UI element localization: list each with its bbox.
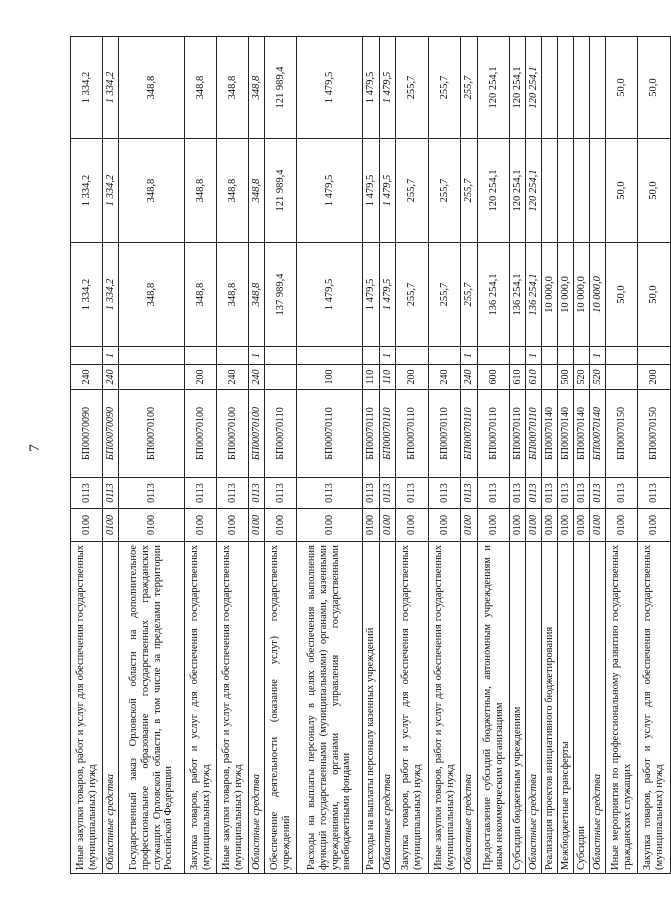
section-code: 0113 bbox=[461, 478, 478, 509]
amount-3: 348,8 bbox=[119, 37, 185, 139]
grbs-code: 0100 bbox=[590, 509, 606, 542]
rotated-page-content bbox=[70, 37, 665, 874]
amount-3: 348,8 bbox=[249, 37, 265, 139]
amount-2: 348,8 bbox=[249, 139, 265, 243]
grbs-code: 0100 bbox=[249, 509, 265, 542]
section-code: 0113 bbox=[185, 478, 217, 509]
amount-1: 10 000,0 bbox=[590, 243, 606, 347]
section-code: 0113 bbox=[396, 478, 429, 509]
amount-3: 255,7 bbox=[461, 37, 478, 139]
target-article-code: БП00070100 bbox=[217, 390, 249, 478]
amount-3: 348,8 bbox=[185, 37, 217, 139]
amount-1: 1 479,5 bbox=[380, 243, 396, 347]
section-code: 0113 bbox=[478, 478, 510, 509]
table-body bbox=[71, 37, 671, 874]
expense-type-code: 100 bbox=[297, 365, 363, 390]
section-code: 0113 bbox=[590, 478, 606, 509]
target-article-code: БП00070110 bbox=[510, 390, 526, 478]
row-name: Областные средства bbox=[461, 542, 478, 874]
funding-mark bbox=[606, 347, 638, 365]
expense-type-code bbox=[119, 365, 185, 390]
table-row bbox=[542, 37, 558, 874]
page-number: 7 bbox=[27, 444, 43, 452]
target-article-code: БП00070110 bbox=[396, 390, 429, 478]
amount-3: 1 334,2 bbox=[103, 37, 119, 139]
expense-type-code: 240 bbox=[429, 365, 461, 390]
expense-type-code: 240 bbox=[103, 365, 119, 390]
amount-1: 255,7 bbox=[429, 243, 461, 347]
table-row bbox=[265, 37, 297, 874]
funding-mark bbox=[265, 347, 297, 365]
target-article-code: БП00070140 bbox=[590, 390, 606, 478]
table-row bbox=[461, 37, 478, 874]
target-article-code: БП00070140 bbox=[542, 390, 558, 478]
amount-1: 136 254,1 bbox=[526, 243, 542, 347]
table-row bbox=[396, 37, 429, 874]
amount-2: 120 254,1 bbox=[510, 139, 526, 243]
amount-3: 255,7 bbox=[429, 37, 461, 139]
expense-type-code bbox=[606, 365, 638, 390]
amount-1: 1 479,5 bbox=[363, 243, 380, 347]
amount-2: 348,8 bbox=[185, 139, 217, 243]
table-row bbox=[119, 37, 185, 874]
grbs-code: 0100 bbox=[185, 509, 217, 542]
row-name: Областные средства bbox=[380, 542, 396, 874]
grbs-code: 0100 bbox=[380, 509, 396, 542]
funding-mark bbox=[638, 347, 671, 365]
amount-2: 50,0 bbox=[638, 139, 671, 243]
target-article-code: БП00070140 bbox=[558, 390, 574, 478]
grbs-code: 0100 bbox=[542, 509, 558, 542]
row-name: Предоставление субсидий бюджетным, автономным учреждениям и иным некоммерческим организациям bbox=[478, 542, 510, 874]
amount-3: 1 334,2 bbox=[71, 37, 103, 139]
row-name: Иные закупки товаров, работ и услуг для обеспечения государственных (муниципальных) нужд bbox=[71, 542, 103, 874]
expense-type-code: 500 bbox=[558, 365, 574, 390]
funding-mark bbox=[558, 347, 574, 365]
row-name: Закупка товаров, работ и услуг для обеспечения государственных (муниципальных) нужд bbox=[638, 542, 671, 874]
funding-mark: 1 bbox=[380, 347, 396, 365]
grbs-code: 0100 bbox=[297, 509, 363, 542]
expense-type-code bbox=[265, 365, 297, 390]
grbs-code: 0100 bbox=[478, 509, 510, 542]
table-row bbox=[558, 37, 574, 874]
row-name: Расходы на выплаты персоналу казенных учреждений bbox=[363, 542, 380, 874]
funding-mark: 1 bbox=[249, 347, 265, 365]
section-code: 0113 bbox=[119, 478, 185, 509]
amount-3: 1 479,5 bbox=[380, 37, 396, 139]
funding-mark bbox=[478, 347, 510, 365]
target-article-code: БП00070150 bbox=[638, 390, 671, 478]
amount-1: 255,7 bbox=[461, 243, 478, 347]
amount-2: 348,8 bbox=[217, 139, 249, 243]
row-name: Иные закупки товаров, работ и услуг для обеспечения государственных (муниципальных) нужд bbox=[429, 542, 461, 874]
amount-2: 348,8 bbox=[119, 139, 185, 243]
amount-2: 255,7 bbox=[396, 139, 429, 243]
expense-type-code: 240 bbox=[249, 365, 265, 390]
section-code: 0113 bbox=[71, 478, 103, 509]
amount-3: 120 254,1 bbox=[510, 37, 526, 139]
target-article-code: БП00070100 bbox=[185, 390, 217, 478]
expense-type-code: 200 bbox=[396, 365, 429, 390]
target-article-code: БП00070110 bbox=[297, 390, 363, 478]
amount-2: 255,7 bbox=[429, 139, 461, 243]
amount-3: 50,0 bbox=[606, 37, 638, 139]
target-article-code: БП00070110 bbox=[478, 390, 510, 478]
table-row bbox=[297, 37, 363, 874]
funding-mark bbox=[396, 347, 429, 365]
row-name: Субсидии бюджетным учреждениям bbox=[510, 542, 526, 874]
table-row bbox=[606, 37, 638, 874]
amount-2: 1 334,2 bbox=[103, 139, 119, 243]
row-name: Иные мероприятия по профессиональному развитию государственных гражданских служащих bbox=[606, 542, 638, 874]
amount-3: 348,8 bbox=[217, 37, 249, 139]
grbs-code: 0100 bbox=[363, 509, 380, 542]
grbs-code: 0100 bbox=[510, 509, 526, 542]
target-article-code: БП00070110 bbox=[429, 390, 461, 478]
grbs-code: 0100 bbox=[265, 509, 297, 542]
table-row bbox=[249, 37, 265, 874]
funding-mark: 1 bbox=[526, 347, 542, 365]
amount-3: 120 254,1 bbox=[478, 37, 510, 139]
row-name: Реализация проектов инициативного бюджетирования bbox=[542, 542, 558, 874]
target-article-code: БП00070140 bbox=[574, 390, 590, 478]
row-name: Областные средства bbox=[249, 542, 265, 874]
amount-1: 1 334,2 bbox=[71, 243, 103, 347]
funding-mark bbox=[71, 347, 103, 365]
amount-2: 50,0 bbox=[606, 139, 638, 243]
amount-3 bbox=[574, 37, 590, 139]
grbs-code: 0100 bbox=[606, 509, 638, 542]
target-article-code: БП00070110 bbox=[363, 390, 380, 478]
amount-3: 255,7 bbox=[396, 37, 429, 139]
target-article-code: БП00070110 bbox=[380, 390, 396, 478]
amount-3: 50,0 bbox=[638, 37, 671, 139]
amount-1: 137 989,4 bbox=[265, 243, 297, 347]
section-code: 0113 bbox=[103, 478, 119, 509]
target-article-code: БП00070090 bbox=[103, 390, 119, 478]
grbs-code: 0100 bbox=[71, 509, 103, 542]
section-code: 0113 bbox=[429, 478, 461, 509]
amount-1: 10 000,0 bbox=[558, 243, 574, 347]
target-article-code: БП00070110 bbox=[461, 390, 478, 478]
table-row bbox=[638, 37, 671, 874]
amount-2: 1 334,2 bbox=[71, 139, 103, 243]
budget-table bbox=[70, 36, 671, 874]
table-row bbox=[526, 37, 542, 874]
amount-3 bbox=[590, 37, 606, 139]
table-row bbox=[510, 37, 526, 874]
amount-3 bbox=[558, 37, 574, 139]
section-code: 0113 bbox=[249, 478, 265, 509]
grbs-code: 0100 bbox=[429, 509, 461, 542]
amount-2 bbox=[574, 139, 590, 243]
amount-1: 50,0 bbox=[638, 243, 671, 347]
expense-type-code: 610 bbox=[526, 365, 542, 390]
section-code: 0113 bbox=[638, 478, 671, 509]
amount-1: 348,8 bbox=[217, 243, 249, 347]
table-row bbox=[478, 37, 510, 874]
amount-3: 1 479,5 bbox=[363, 37, 380, 139]
funding-mark bbox=[363, 347, 380, 365]
expense-type-code: 600 bbox=[478, 365, 510, 390]
table-row bbox=[590, 37, 606, 874]
table-row bbox=[185, 37, 217, 874]
grbs-code: 0100 bbox=[103, 509, 119, 542]
row-name: Областные средства bbox=[526, 542, 542, 874]
target-article-code: БП00070150 bbox=[606, 390, 638, 478]
row-name: Закупка товаров, работ и услуг для обеспечения государственных (муниципальных) нужд bbox=[185, 542, 217, 874]
target-article-code: БП00070100 bbox=[119, 390, 185, 478]
row-name: Обеспечение деятельности (оказание услуг) государственных учреждений bbox=[265, 542, 297, 874]
expense-type-code bbox=[542, 365, 558, 390]
row-name: Субсидии bbox=[574, 542, 590, 874]
expense-type-code: 200 bbox=[185, 365, 217, 390]
section-code: 0113 bbox=[542, 478, 558, 509]
amount-2: 121 989,4 bbox=[265, 139, 297, 243]
amount-2 bbox=[558, 139, 574, 243]
section-code: 0113 bbox=[265, 478, 297, 509]
funding-mark bbox=[542, 347, 558, 365]
amount-1: 348,8 bbox=[185, 243, 217, 347]
amount-1: 1 334,2 bbox=[103, 243, 119, 347]
grbs-code: 0100 bbox=[638, 509, 671, 542]
amount-1: 348,8 bbox=[249, 243, 265, 347]
row-name: Областные средства bbox=[590, 542, 606, 874]
section-code: 0113 bbox=[380, 478, 396, 509]
grbs-code: 0100 bbox=[558, 509, 574, 542]
amount-2: 120 254,1 bbox=[526, 139, 542, 243]
amount-1: 255,7 bbox=[396, 243, 429, 347]
grbs-code: 0100 bbox=[217, 509, 249, 542]
expense-type-code: 520 bbox=[590, 365, 606, 390]
amount-3 bbox=[542, 37, 558, 139]
amount-1: 50,0 bbox=[606, 243, 638, 347]
amount-2: 1 479,5 bbox=[297, 139, 363, 243]
expense-type-code: 110 bbox=[380, 365, 396, 390]
funding-mark bbox=[429, 347, 461, 365]
section-code: 0113 bbox=[526, 478, 542, 509]
table-row bbox=[574, 37, 590, 874]
amount-3: 121 989,4 bbox=[265, 37, 297, 139]
table-row bbox=[363, 37, 380, 874]
grbs-code: 0100 bbox=[119, 509, 185, 542]
row-name: Расходы на выплаты персоналу в целях обеспечения выполнения функций государственными (муниципальными) органами, казенными учреждениями, органами управления государственными внебюджетными фондами bbox=[297, 542, 363, 874]
expense-type-code: 520 bbox=[574, 365, 590, 390]
target-article-code: БП00070100 bbox=[249, 390, 265, 478]
row-name: Иные закупки товаров, работ и услуг для обеспечения государственных (муниципальных) нужд bbox=[217, 542, 249, 874]
table-row bbox=[380, 37, 396, 874]
table-row bbox=[429, 37, 461, 874]
section-code: 0113 bbox=[363, 478, 380, 509]
funding-mark: 1 bbox=[590, 347, 606, 365]
expense-type-code: 110 bbox=[363, 365, 380, 390]
section-code: 0113 bbox=[297, 478, 363, 509]
target-article-code: БП00070110 bbox=[265, 390, 297, 478]
grbs-code: 0100 bbox=[461, 509, 478, 542]
section-code: 0113 bbox=[510, 478, 526, 509]
expense-type-code: 200 bbox=[638, 365, 671, 390]
table-row bbox=[103, 37, 119, 874]
funding-mark: 1 bbox=[461, 347, 478, 365]
expense-type-code: 240 bbox=[217, 365, 249, 390]
section-code: 0113 bbox=[574, 478, 590, 509]
expense-type-code: 240 bbox=[461, 365, 478, 390]
target-article-code: БП00070090 bbox=[71, 390, 103, 478]
funding-mark bbox=[574, 347, 590, 365]
amount-2: 1 479,5 bbox=[363, 139, 380, 243]
grbs-code: 0100 bbox=[526, 509, 542, 542]
funding-mark: 1 bbox=[103, 347, 119, 365]
row-name: Областные средства bbox=[103, 542, 119, 874]
row-name: Межбюджетные трансферты bbox=[558, 542, 574, 874]
amount-1: 10 000,0 bbox=[542, 243, 558, 347]
expense-type-code: 240 bbox=[71, 365, 103, 390]
grbs-code: 0100 bbox=[396, 509, 429, 542]
funding-mark bbox=[217, 347, 249, 365]
table-row bbox=[217, 37, 249, 874]
section-code: 0113 bbox=[558, 478, 574, 509]
funding-mark bbox=[185, 347, 217, 365]
amount-1: 1 479,5 bbox=[297, 243, 363, 347]
amount-2 bbox=[590, 139, 606, 243]
amount-1: 136 254,1 bbox=[510, 243, 526, 347]
expense-type-code: 610 bbox=[510, 365, 526, 390]
table-row bbox=[71, 37, 103, 874]
target-article-code: БП00070110 bbox=[526, 390, 542, 478]
section-code: 0113 bbox=[606, 478, 638, 509]
section-code: 0113 bbox=[217, 478, 249, 509]
funding-mark bbox=[119, 347, 185, 365]
amount-1: 136 254,1 bbox=[478, 243, 510, 347]
amount-2: 120 254,1 bbox=[478, 139, 510, 243]
amount-2: 255,7 bbox=[461, 139, 478, 243]
amount-1: 348,8 bbox=[119, 243, 185, 347]
grbs-code: 0100 bbox=[574, 509, 590, 542]
row-name: Государственный заказ Орловской области на дополнительное профессиональное образование государственных гражданских служащих Орловской области, в том числе за пределами территории Российской Федерации bbox=[119, 542, 185, 874]
amount-2: 1 479,5 bbox=[380, 139, 396, 243]
amount-3: 120 254,1 bbox=[526, 37, 542, 139]
funding-mark bbox=[297, 347, 363, 365]
amount-3: 1 479,5 bbox=[297, 37, 363, 139]
amount-2 bbox=[542, 139, 558, 243]
amount-1: 10 000,0 bbox=[574, 243, 590, 347]
funding-mark bbox=[510, 347, 526, 365]
row-name: Закупка товаров, работ и услуг для обеспечения государственных (муниципальных) нужд bbox=[396, 542, 429, 874]
